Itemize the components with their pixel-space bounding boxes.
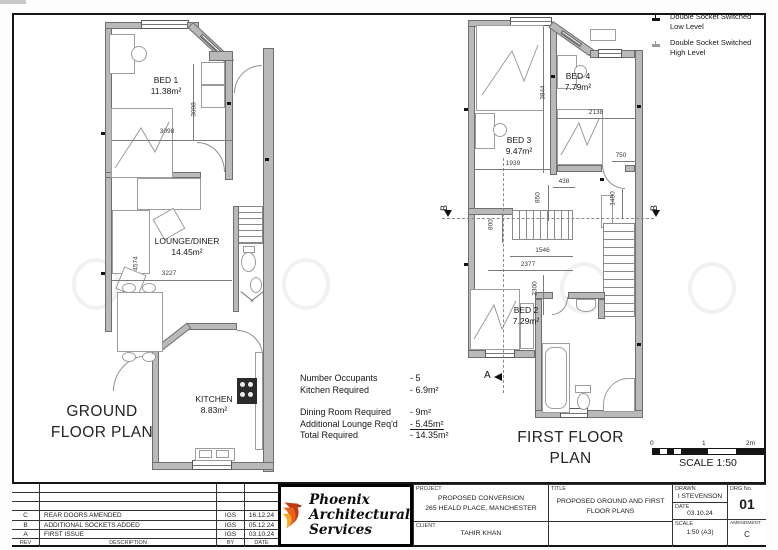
legend-text: Low Level: [670, 21, 704, 31]
legend-item: [650, 38, 770, 57]
burner: [248, 382, 253, 387]
room-name: BED 1: [153, 75, 179, 85]
logo-line: Services: [309, 522, 372, 538]
title-line: GROUND: [66, 403, 138, 420]
room-name: BED 4: [565, 71, 591, 81]
revision-row: [12, 520, 278, 529]
stairwell: [603, 223, 635, 317]
basin: [576, 299, 596, 312]
revision-row-empty: [12, 492, 278, 501]
toilet-cistern: [575, 385, 591, 393]
legend-text: Double Socket Switched: [670, 12, 752, 21]
rev-date: 03.10.24: [248, 530, 275, 538]
tick-label: 0: [650, 440, 654, 447]
double-socket-low-icon: [652, 18, 660, 21]
note-row: [300, 419, 449, 431]
burner: [248, 392, 253, 397]
dimension: 1450: [609, 191, 617, 206]
chair: [142, 283, 156, 293]
title-block: [12, 482, 766, 545]
note-row: [300, 430, 449, 442]
legend-text: Double Socket Switched: [670, 38, 752, 47]
room-name: LOUNGE/DINER: [154, 236, 220, 246]
client-cell: [413, 521, 548, 547]
window: [560, 30, 582, 47]
dresser: [590, 29, 616, 41]
drawing-title-line: PROPOSED GROUND AND FIRST: [556, 498, 665, 505]
legend-text: High Level: [670, 47, 706, 57]
scale-segment: [653, 449, 681, 454]
dimension: 3098: [190, 102, 198, 117]
company-name: [309, 493, 410, 538]
date-cell: [672, 502, 727, 519]
wall-segment: [187, 323, 237, 330]
cell-tag: AMENDMENT: [730, 521, 761, 526]
socket-icon: [101, 132, 105, 135]
room-area: 11.38m²: [150, 86, 182, 97]
room-area: 7.29m²: [512, 316, 540, 327]
note-label: Number Occupants: [300, 373, 378, 383]
rev-description: REAR DOORS AMENDED: [40, 511, 217, 519]
drawing-title-line: FLOOR PLANS: [586, 508, 635, 515]
dimension: 2138: [588, 109, 604, 116]
logo-line: Architectural: [309, 507, 410, 523]
project-line: PROPOSED CONVERSION: [437, 495, 525, 502]
room-area: 7.79m²: [564, 82, 592, 93]
rev-header: REV: [12, 539, 40, 547]
project-line: 265 HEALD PLACE, MANCHESTER: [425, 505, 537, 512]
wall-segment: [550, 25, 557, 175]
note-label: Kitchen Required: [300, 384, 370, 395]
toilet: [577, 393, 590, 410]
dim-line: [502, 215, 503, 243]
dimension: 3227: [161, 270, 177, 277]
wall-segment: [598, 299, 605, 319]
drawing-title-cell: [548, 484, 672, 521]
company-logo: [278, 484, 413, 547]
title-line: FLOOR PLAN: [50, 423, 154, 441]
dim-line: [557, 118, 635, 119]
scale-bar-graphic: [652, 448, 764, 455]
watermark: [688, 262, 736, 314]
note-value: - 14.35m²: [410, 430, 449, 440]
sink-bowl: [216, 450, 229, 458]
rev-date: 16.12.24: [248, 512, 275, 520]
wall-segment: [105, 22, 143, 29]
bed-linen: [111, 108, 173, 178]
dim-line: [548, 185, 549, 221]
room-label-bed2: [497, 305, 555, 327]
rev-header: DATE: [254, 539, 269, 546]
rev-by: IGS: [217, 521, 245, 529]
amendment-value: C: [744, 530, 750, 539]
dimension: 3098: [159, 128, 175, 135]
title-cell-lower: [548, 521, 672, 547]
scale-segment: [681, 449, 709, 454]
room-label-bed3: [490, 135, 548, 157]
revision-row-empty: [12, 501, 278, 510]
scale-bar: [646, 440, 772, 469]
room-name: BED 2: [513, 305, 539, 315]
toilet: [241, 252, 256, 272]
dim-line: [488, 270, 573, 271]
party-wall: [263, 48, 274, 472]
rev-date: 05.12.24: [248, 521, 275, 529]
dimension: 850: [534, 192, 542, 203]
wall-segment: [233, 206, 239, 312]
rev-id: B: [12, 521, 40, 529]
note-label: Additional Lounge Req'd: [300, 418, 398, 429]
socket-icon: [600, 178, 604, 181]
date-value: 03.10.24: [687, 510, 713, 517]
cell-tag: PROJECT: [416, 486, 442, 492]
sofa: [112, 210, 150, 274]
room-name: BED 3: [506, 135, 532, 145]
wall-segment: [625, 165, 635, 172]
sofa: [137, 178, 201, 210]
rev-id: C: [12, 511, 40, 519]
dim-line: [622, 189, 623, 219]
dimension: 800: [487, 219, 495, 230]
first-floor-title: [503, 428, 638, 470]
room-label-bed1: [136, 75, 196, 97]
socket-icon: [265, 158, 269, 161]
note-label: Total Required: [300, 430, 359, 440]
note-label: Dining Room Required: [300, 407, 392, 417]
wall-segment: [225, 60, 233, 180]
rev-header: BY: [217, 539, 245, 547]
section-letter: B: [649, 204, 660, 212]
front-door-arc: [234, 65, 262, 93]
stairs: [512, 210, 573, 240]
title-line: PLAN: [549, 449, 592, 467]
socket-icon: [464, 108, 468, 111]
note-row: [300, 385, 449, 397]
rev-header: DESCRIPTION: [40, 539, 217, 547]
dim-line: [475, 169, 550, 170]
sink-bowl: [199, 450, 212, 458]
section-line-a: [503, 158, 504, 393]
revision-table: [12, 484, 278, 547]
scale-segment: [736, 449, 764, 454]
drg-no-cell: [727, 484, 766, 519]
dimension: 750: [615, 152, 627, 159]
socket-icon: [637, 343, 641, 346]
basin: [250, 277, 262, 293]
shower: [603, 378, 635, 412]
window: [192, 460, 232, 470]
scale-segment: [708, 449, 736, 454]
scale-ticks: [646, 440, 772, 448]
socket-icon: [637, 105, 641, 108]
scale-value: 1:50 (A3): [686, 529, 714, 536]
cell-tag: DRG No.: [730, 486, 753, 492]
first-floor-plan: [440, 13, 668, 438]
dim-line: [612, 161, 635, 162]
ground-floor-title: [36, 402, 168, 444]
section-arrow-icon: [494, 373, 502, 381]
scale-label: SCALE 1:50: [679, 457, 737, 469]
room-area: 14.45m²: [171, 247, 203, 258]
note-value: - 5: [410, 373, 421, 383]
dim-line: [553, 187, 575, 188]
cell-tag: SCALE: [675, 521, 694, 527]
bay-window: [141, 20, 189, 29]
note-row: [300, 373, 449, 385]
bath-inner: [545, 347, 567, 409]
dimension: 1546: [535, 247, 550, 254]
door-arc: [197, 142, 225, 172]
rev-description: ADDITIONAL SOCKETS ADDED: [40, 521, 217, 529]
amendment-cell: [727, 519, 766, 547]
revision-row: [12, 510, 278, 519]
wardrobe: [201, 62, 225, 85]
dimension: 1939: [505, 160, 521, 167]
legend: [650, 12, 770, 64]
rev-by: IGS: [217, 511, 245, 519]
room-area: 8.83m²: [200, 405, 228, 416]
room-label-kitchen: [184, 394, 244, 416]
revision-header-row: [12, 538, 278, 547]
section-arrow-icon: [444, 210, 452, 217]
stairs: [235, 206, 263, 244]
burner: [240, 382, 245, 387]
chair: [122, 352, 136, 362]
dim-line: [510, 256, 573, 257]
watermark: [282, 258, 330, 310]
cell-tag: CLIENT: [416, 523, 436, 529]
legend-item: [650, 12, 770, 31]
occupancy-notes: [300, 373, 449, 442]
bed-linen: [476, 25, 544, 111]
room-label-lounge: [152, 236, 222, 258]
wardrobe: [201, 85, 225, 108]
rev-id: A: [12, 530, 40, 538]
chair: [142, 352, 156, 362]
client-name: TAHIR KHAN: [460, 530, 502, 537]
dimension: 2300: [531, 281, 539, 296]
revision-row: [12, 529, 278, 538]
wall-segment: [568, 292, 605, 299]
dimension: 2377: [520, 261, 536, 268]
note-value: - 5.45m²: [410, 418, 444, 429]
drawn-value: I STEVENSON: [677, 493, 723, 500]
socket-icon: [227, 102, 231, 105]
dimension: 3844: [539, 85, 547, 100]
section-marker-a: A: [484, 370, 491, 381]
wall-segment: [557, 165, 602, 172]
note-value: - 6.9m²: [410, 384, 439, 395]
room-name: KITCHEN: [195, 394, 233, 404]
double-socket-high-icon: [652, 44, 660, 47]
cell-tag: DRAWN: [675, 486, 696, 492]
drg-no-value: 01: [739, 496, 755, 512]
room-label-bed4: [549, 71, 607, 93]
chair: [131, 46, 147, 62]
section-arrow-icon: [652, 210, 660, 217]
tick-label: 1: [702, 440, 706, 447]
room-area: 9.47m²: [505, 146, 533, 157]
rev-by: IGS: [217, 530, 245, 538]
socket-icon: [101, 272, 105, 275]
revision-row-empty: [12, 484, 278, 492]
scale-cell: [672, 519, 727, 547]
phoenix-icon: [281, 490, 307, 542]
logo-line: Phoenix: [309, 492, 370, 508]
drawn-cell: [672, 484, 727, 502]
window: [598, 49, 622, 58]
corner-artifact: [0, 0, 26, 4]
cell-tag: DATE: [675, 504, 690, 510]
dimension: 4574: [132, 256, 140, 271]
dining-table: [117, 292, 163, 352]
rev-description: FIRST ISSUE: [40, 530, 217, 538]
title-line: FIRST FLOOR: [517, 429, 624, 446]
project-cell: [413, 484, 548, 521]
note-row: [300, 407, 449, 419]
tick-label: 2m: [746, 440, 756, 447]
cell-tag: TITLE: [551, 486, 566, 492]
dim-line: [112, 280, 232, 281]
note-value: - 9m²: [410, 407, 431, 417]
dimension: 438: [558, 178, 570, 185]
socket-icon: [464, 263, 468, 266]
chair: [122, 283, 136, 293]
dim-line: [112, 140, 232, 141]
section-letter: B: [439, 204, 450, 212]
